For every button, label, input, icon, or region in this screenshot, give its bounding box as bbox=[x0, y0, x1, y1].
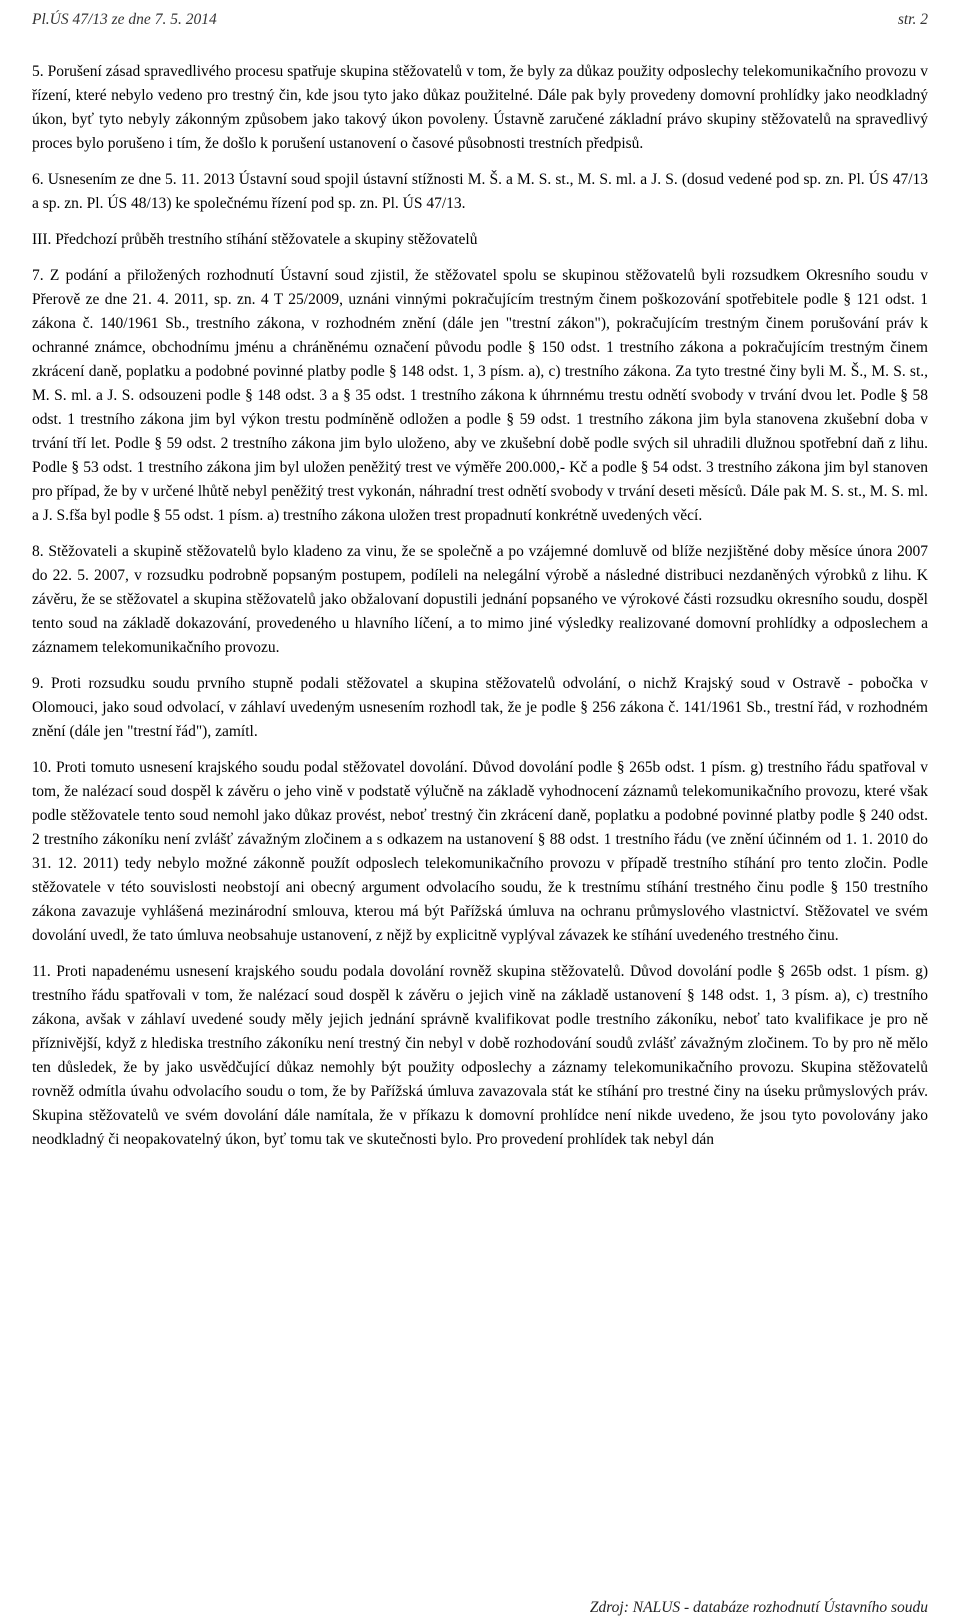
section-heading-iii: III. Předchozí průběh trestního stíhání stěžovatele a skupiny stěžovatelů bbox=[32, 231, 478, 248]
paragraph-11: 11. Proti napadenému usnesení krajského soudu podala dovolání rovněž skupina stěžovatelů. Důvod dovolání podle § 265b odst. 1 písm. g) trestního řádu spatřovali v tom, že nalézací soud dospěl k závěru o jejich vině na základě ustanovení § 148 odst. 1, 3 písm. a), c) trestního zákona, avšak v záhlaví uvedené soudy měly jejich jednání správně kvalifikovat podle trestního zákoníku, neboť tato kvalifikace je pro ně příznivější, když z hlediska trestního zákoníku není trestný čin nebyl v době rozhodování soudů zvlášť závažným zločinem. To by pro ně mělo ten důsledek, že by jako usvědčující důkaz nemohly být použity odposlechy a záznamy telekomunikačního provozu. Skupina stěžovatelů rovněž odmítla úvahu odvolacího soudu o tom, že by Pařížská úmluva zavazovala stát ke stíhání pro trestné činy na úseku průmyslových práv. Skupina stěžovatelů ve svém dovolání dále namítala, že v příkazu k domovní prohlídce není nikde uvedeno, že jsou tyto povolovány jako neodkladný či neopakovatelný úkon, byť tomu tak ve skutečnosti bylo. Pro provedení prohlídek tak nebyl dán bbox=[32, 963, 928, 1148]
paragraph-9: 9. Proti rozsudku soudu prvního stupně podali stěžovatel a skupina stěžovatelů odvolání, o nichž Krajský soud v Ostravě - pobočka v Olomouci, jako soud odvolací, v záhlaví uvedeným usnesením rozhodl tak, že je podle § 256 zákona č. 141/1961 Sb., trestní řád, v rozhodném znění (dále jen "trestní řád"), zamítl. bbox=[32, 675, 928, 740]
paragraph-5: 5. Porušení zásad spravedlivého procesu spatřuje skupina stěžovatelů v tom, že byly za důkaz použity odposlechy telekomunikačního provozu v řízení, které nebylo vedeno pro trestný čin, kde jsou tyto jako důkaz použitelné. Dále pak byly provedeny domovní prohlídky jako neodkladný úkon, byť tyto nebyly zákonným způsobem jako takový úkon povoleny. Ústavně zaručené základní právo skupiny stěžovatelů na spravedlivý proces bylo porušeno i tím, že došlo k porušení ustanovení o časové působnosti trestních předpisů. bbox=[32, 63, 928, 152]
source-footer: Zdroj: NALUS - databáze rozhodnutí Ústavního soudu bbox=[589, 1599, 928, 1616]
paragraph-6: 6. Usnesením ze dne 5. 11. 2013 Ústavní soud spojil ústavní stížnosti M. Š. a M. S. st., M. S. ml. a J. S. (dosud vedené pod sp. zn. Pl. ÚS 47/13 a sp. zn. Pl. ÚS 48/13) ke společnému řízení pod sp. zn. Pl. ÚS 47/13. bbox=[32, 171, 928, 212]
paragraph-10: 10. Proti tomuto usnesení krajského soudu podal stěžovatel dovolání. Důvod dovolání podle § 265b odst. 1 písm. g) trestního řádu spatřoval v tom, že nalézací soud dospěl k závěru o jeho vině v podstatě výlučně na základě vyhodnocení záznamů telekomunikačního provozu, které však podle stěžovatele tento soud nemohl jako důkaz provést, neboť trestný čin zkrácení daně, poplatku a podobné povinné platby podle § 240 odst. 2 trestního zákoníku není zvlášť závažným zločinem a s odkazem na ustanovení § 88 odst. 1 trestního řádu (ve znění účinném od 1. 1. 2010 do 31. 12. 2011) tedy nebylo možné zákonně použít odposlech telekomunikačního provozu v případě trestního stíhání pro tento zločin. Podle stěžovatele v této souvislosti neobstojí ani obecný argument odvolacího soudu, že k trestnímu stíhání trestného činu podle § 150 trestního zákona zavazuje vyhlášená mezinárodní smlouva, kterou má být Pařížská úmluva na ochranu průmyslového vlastnictví. Stěžovatel ve svém dovolání uvedl, že tato úmluva neobsahuje ustanovení, z nějž by explicitně vyplýval závazek ke stíhání uvedeného trestného činu. bbox=[32, 759, 928, 944]
page-header bbox=[32, 8, 928, 32]
document-body bbox=[32, 60, 928, 1164]
paragraph-8: 8. Stěžovateli a skupině stěžovatelů bylo kladeno za vinu, že se společně a po vzájemné domluvě od blíže nezjištěné doby měsíce února 2007 do 22. 5. 2007, v rozsudku podrobně popsaným postupem, podíleli na nelegální výrobě a následné distribuci nezdaněných výrobků z lihu. K závěru, že se stěžovatel a skupina stěžovatelů jako obžalovaní dopustili jednání popsaného ve výrokové části rozsudku okresního soudu, dospěl tento soud na základě dokazování, provedeného u hlavního líčení, a to mimo jiné výsledky realizované domovní prohlídky a odposlechem a záznamem telekomunikačního provozu. bbox=[32, 543, 928, 656]
case-reference: Pl.ÚS 47/13 ze dne 7. 5. 2014 bbox=[32, 11, 217, 28]
paragraph-7: 7. Z podání a přiložených rozhodnutí Ústavní soud zjistil, že stěžovatel spolu se skupinou stěžovatelů byli rozsudkem Okresního soudu v Přerově ze dne 21. 4. 2011, sp. zn. 4 T 25/2009, uznáni vinnými pokračujícím trestným činem poškozování spotřebitele podle § 121 odst. 1 zákona č. 140/1961 Sb., trestního zákona, v rozhodném znění (dále jen "trestní zákon"), pokračujícím trestným činem porušování práv k ochranné známce, obchodnímu jménu a chráněnému označení původu podle § 150 odst. 1 trestního zákona a pokračujícím trestným činem zkrácení daně, poplatku a podobné povinné platby podle § 148 odst. 1, 3 písm. a), c) trestního zákona. Za tyto trestné činy byli M. Š., M. S. st., M. S. ml. a J. S. odsouzeni podle § 148 odst. 3 a § 35 odst. 1 trestního zákona k úhrnnému trestu odnětí svobody v trvání dvou let. Podle § 58 odst. 1 trestního zákona jim byl výkon trestu podmíněně odložen a podle § 59 odst. 1 trestního zákona jim byla stanovena zkušební doba v trvání tří let. Podle § 59 odst. 2 trestního zákona jim bylo uloženo, aby ve zkušební době podle svých sil uhradili dlužnou spotřební daň z lihu. Podle § 53 odst. 1 trestního zákona jim byl uložen peněžitý trest ve výměře 200.000,- Kč a podle § 54 odst. 3 trestního zákona jim byl stanoven pro případ, že by v určené lhůtě nebyl peněžitý trest vykonán, náhradní trest odnětí svobody v trvání deseti měsíců. Dále pak M. S. st., M. S. ml. a J. S.fša byl podle § 55 odst. 1 písm. a) trestního zákona uložen trest propadnutí konkrétně uvedených věcí. bbox=[32, 267, 928, 524]
page-number: str. 2 bbox=[897, 11, 928, 28]
